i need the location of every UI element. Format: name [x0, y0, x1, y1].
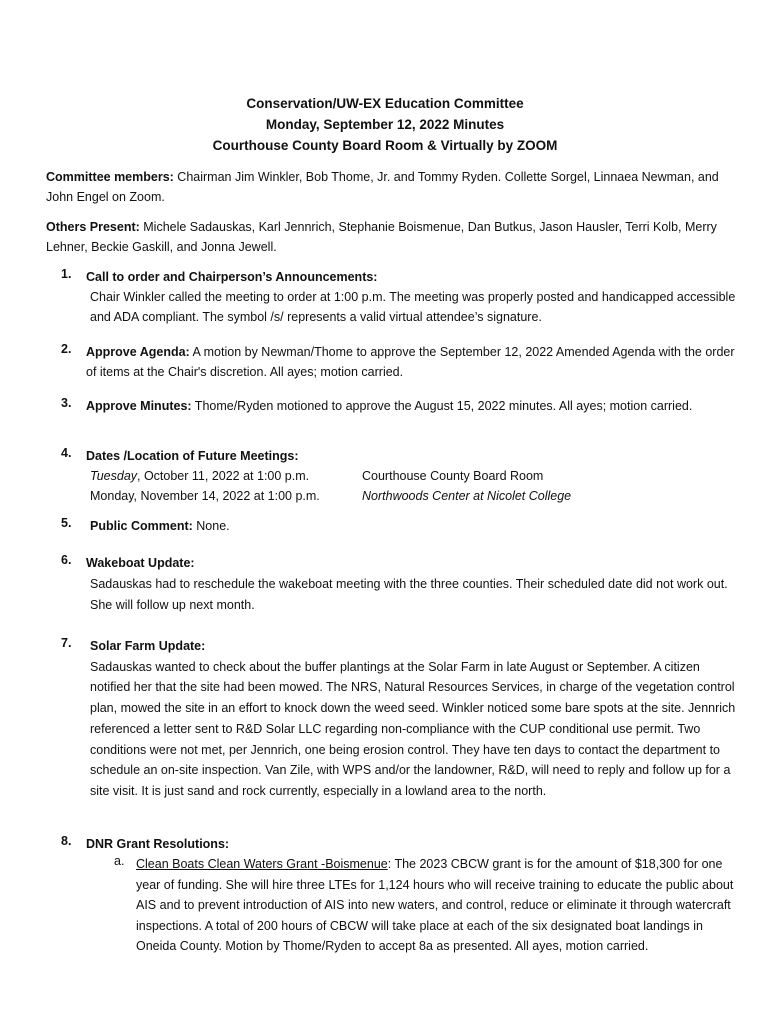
- item-title: Approve Minutes:: [86, 399, 192, 413]
- meeting-location: Courthouse County Board Room & Virtually by ZOOM: [212, 138, 558, 153]
- others-present: [46, 217, 736, 257]
- item-body: [86, 834, 738, 854]
- item-number: 7.: [61, 636, 72, 650]
- meeting-date-2: Monday, November 14, 2022 at 1:00 p.m.: [90, 489, 320, 503]
- item-body: [86, 516, 742, 536]
- meeting-location-2: Northwoods Center at Nicolet College: [362, 489, 572, 503]
- item-text: Sadauskas had to reschedule the wakeboat meeting with the three counties. Their scheduled date did not work out. She will follow up next month.: [90, 577, 728, 612]
- item-title: Approve Agenda:: [86, 345, 190, 359]
- item-title: DNR Grant Resolutions:: [86, 837, 230, 851]
- document-title: [0, 93, 770, 156]
- item-number: 5.: [61, 516, 72, 530]
- item-text: None.: [192, 519, 230, 533]
- item-number: 1.: [61, 267, 72, 281]
- item-text: Sadauskas wanted to check about the buffer plantings at the Solar Farm in late August or September. A citizen notified her that the site had been mowed. The NRS, Natural Resources Services, in charge of the vegetation control plan, mowed the site in an effort to knock down the weed seed. Winkler noticed some bare spots at the site. Jennrich referenced a letter sent to R&D Solar LLC regarding non-compliance with the CUP conditional use permit. Two conditions were not met, per Jennrich, one being erosion control. They have ten days to contact the department to schedule an on-site inspection. Van Zile, with WPS and/or the landowner, R&D, will need to reply and follow up for a site visit. It is just sand and rock currently, especially in a lowland area to the north.: [90, 659, 736, 798]
- item-number: 6.: [61, 553, 72, 567]
- committee-name: Conservation/UW-EX Education Committee: [246, 96, 524, 111]
- item-title: Dates /Location of Future Meetings:: [86, 449, 299, 463]
- meeting-datetime-1: , October 11, 2022 at 1:00 p.m.: [137, 469, 310, 483]
- item-body: [86, 342, 738, 382]
- item-text: Thome/Ryden motioned to approve the August 15, 2022 minutes. All ayes; motion carried.: [191, 399, 693, 413]
- subitem-title: Clean Boats Clean Waters Grant -Boismenue: [136, 857, 388, 871]
- others-present-label: Others Present:: [46, 220, 140, 234]
- others-present-text: Michele Sadauskas, Karl Jennrich, Stephanie Boismenue, Dan Butkus, Jason Hausler, Terri Kolb, Merry Lehner, Beckie Gaskill, and Jonna Jewell.: [46, 220, 717, 254]
- item-number: 8.: [61, 834, 72, 848]
- meeting-row-1: [86, 466, 738, 486]
- item-title: Call to order and Chairperson’s Announcements:: [86, 270, 378, 284]
- subitem-letter: a.: [114, 854, 125, 868]
- item-body: [86, 396, 738, 416]
- item-body: [86, 267, 738, 327]
- meeting-row-2: [86, 486, 738, 506]
- meeting-date-1: [90, 466, 309, 486]
- committee-members: [46, 167, 736, 207]
- item-number: 4.: [61, 446, 72, 460]
- subitem-body: [136, 854, 736, 957]
- item-title: Solar Farm Update:: [90, 639, 206, 653]
- item-body: [86, 553, 738, 616]
- committee-members-label: Committee members:: [46, 170, 174, 184]
- item-body: [86, 446, 738, 506]
- subitem-text: : The 2023 CBCW grant is for the amount of $18,300 for one year of funding. She will hire three LTEs for 1,124 hours who will receive training to educate the public about AIS and to prevent introduction of AIS into new waters, and control, reduce or eliminate it through watercraft inspections. A total of 200 hours of CBCW will take place at each of the six designated boat landings in Oneida County. Motion by Thome/Ryden to accept 8a as presented. All ayes, motion carried.: [136, 857, 734, 953]
- item-number: 2.: [61, 342, 72, 356]
- item-text: Chair Winkler called the meeting to order at 1:00 p.m. The meeting was properly posted and handicapped accessible and ADA compliant. The symbol /s/ represents a valid virtual attendee’s signature.: [90, 290, 736, 324]
- item-body: [86, 636, 738, 802]
- item-number: 3.: [61, 396, 72, 410]
- item-text: A motion by Newman/Thome to approve the September 12, 2022 Amended Agenda with the order of items at the Chair's discretion. All ayes; motion carried.: [86, 345, 735, 379]
- item-title: Public Comment:: [90, 519, 193, 533]
- meeting-location-1: Courthouse County Board Room: [362, 469, 544, 483]
- item-title: Wakeboat Update:: [86, 556, 195, 570]
- committee-members-text: Chairman Jim Winkler, Bob Thome, Jr. and Tommy Ryden. Collette Sorgel, Linnaea Newman, and John Engel on Zoom.: [46, 170, 719, 204]
- meeting-day-1: Tuesday: [90, 469, 138, 483]
- meeting-date: Monday, September 12, 2022 Minutes: [265, 117, 505, 132]
